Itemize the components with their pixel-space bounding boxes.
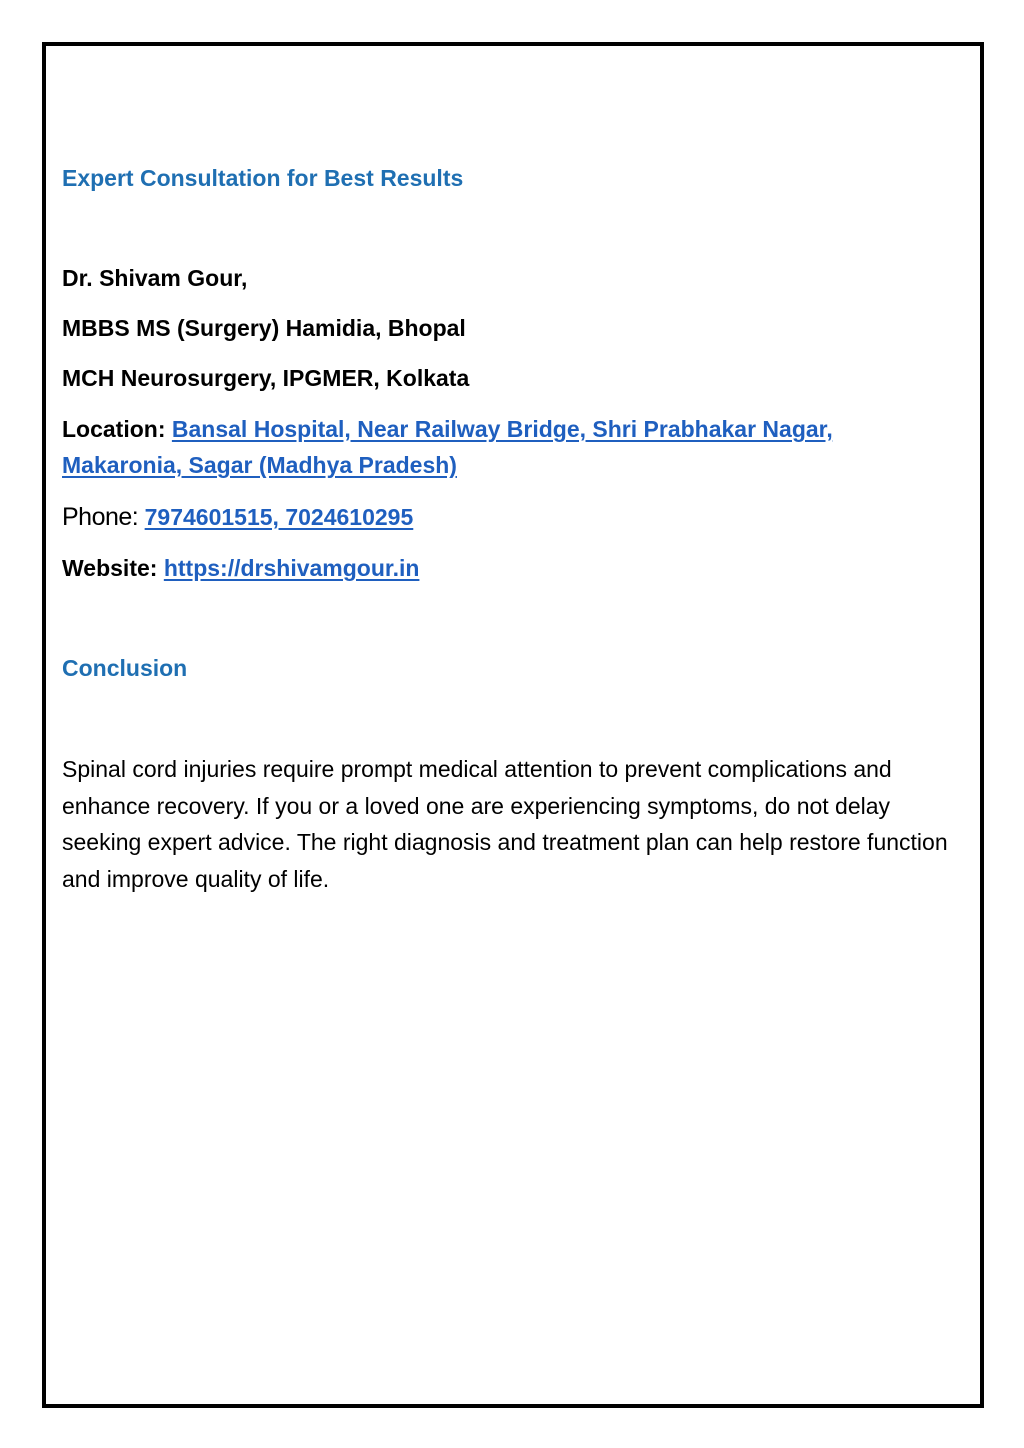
phone-label: Phone: xyxy=(62,503,139,531)
location-link[interactable]: Bansal Hospital, Near Railway Bridge, Shri Prabhakar Nagar, Makaronia, Sagar (Madhya Pradesh) xyxy=(62,416,833,478)
conclusion-heading: Conclusion xyxy=(62,655,188,681)
consultation-heading: Expert Consultation for Best Results xyxy=(62,165,464,191)
qualification-mch: MCH Neurosurgery, IPGMER, Kolkata xyxy=(62,365,470,391)
phone-link[interactable]: 7974601515, 7024610295 xyxy=(144,504,414,530)
page-border xyxy=(42,42,984,1408)
doctor-name: Dr. Shivam Gour, xyxy=(62,265,248,291)
website-line xyxy=(62,555,419,582)
qualification-mbbs: MBBS MS (Surgery) Hamidia, Bhopal xyxy=(62,315,466,341)
website-link[interactable]: https://drshivamgour.in xyxy=(163,555,420,581)
location-label: Location: xyxy=(62,416,166,442)
conclusion-paragraph: Spinal cord injuries require prompt medical attention to prevent complications and enhance recovery. If you or a loved one are experiencing symptoms, do not delay seeking expert advice. The right diagnosis and treatment plan can help restore function and improve quality of life. xyxy=(62,756,948,892)
location-line xyxy=(62,411,942,483)
website-label: Website: xyxy=(62,555,158,581)
phone-line xyxy=(62,503,413,532)
